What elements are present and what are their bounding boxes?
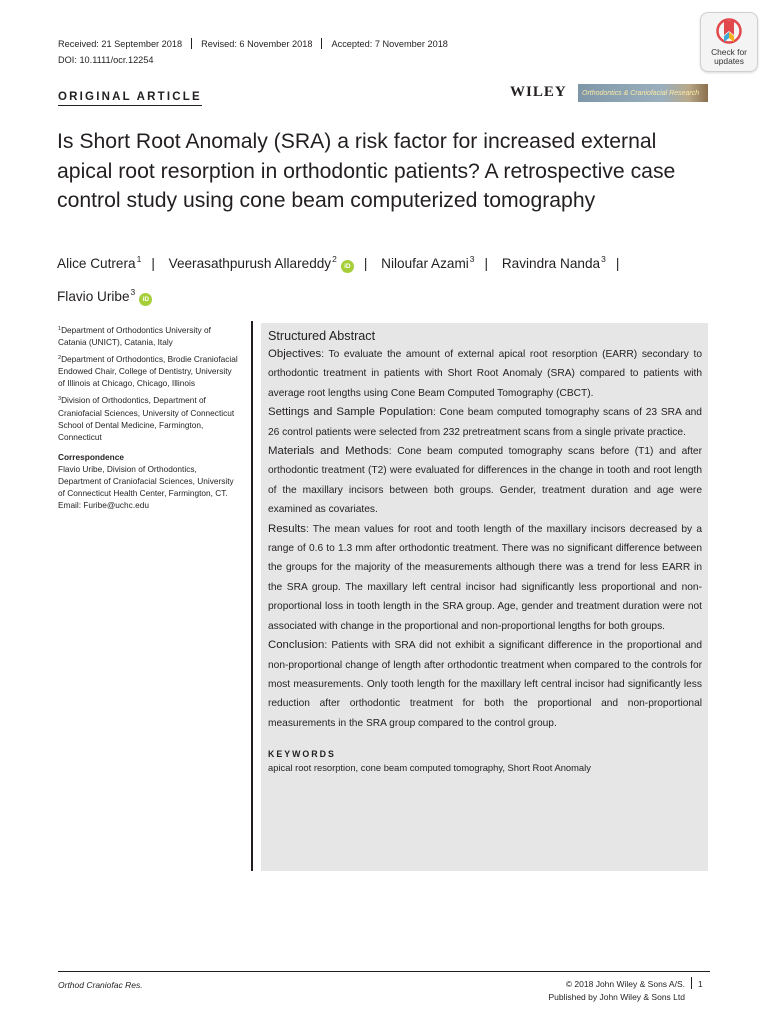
abstract-methods: Materials and Methods: Cone beam computed tomography scans before (T1) and after orthodontic treatment (T2) were evaluated for differences in the change in tooth and root length of the maxillary incisors between both groups. Gender, treatment duration and age were examined as covariates. xyxy=(268,445,702,516)
author[interactable]: Ravindra Nanda$^3$ xyxy=(501,254,606,271)
article-title: Is Short Root Anomaly (SRA) a risk factor for increased external apical root resorption in orthodontic patients? A retrospective case control study using cone beam computerized tomography xyxy=(57,130,676,212)
author[interactable]: Niloufar Azami$^3$ xyxy=(381,254,475,271)
footer-journal: Orthod Craniofac Res. xyxy=(58,980,143,990)
author-separator: | xyxy=(484,256,489,271)
correspondence-heading: Correspondence xyxy=(58,451,124,462)
abstract-objectives: Objectives: To evaluate the amount of external apical root resorption (EARR) secondary to orthodontic treatment in patients with Short Root Anomaly (SRA) compared to patients with average root lengths using Cone Beam Computed Tomography (CBCT). xyxy=(268,348,702,399)
author-separator: | xyxy=(363,256,368,271)
article-dates xyxy=(58,38,448,49)
abstract-conclusion: Conclusion: Patients with SRA did not exhibit a significant difference in the proportional and non-proportional change of length after orthodontic treatment when compared to the controls for most measurements. Only tooth length for the maxillary left central incisor had significantly less reduction after orthodontic treatment for both the proportional and non-proportional measurements in the SRA group compared to the control group. xyxy=(268,639,702,729)
abstract-box xyxy=(261,323,708,871)
affiliation: $^1$Department of Orthodontics University of Catania (UNICT), Catania, Italy xyxy=(58,325,211,348)
journal-banner xyxy=(578,84,708,102)
orcid-icon[interactable]: iD xyxy=(139,293,152,306)
doi[interactable]: DOI: 10.1111/ocr.12254 xyxy=(58,55,154,65)
affiliations xyxy=(58,323,240,511)
revised-date: Revised: 6 November 2018 xyxy=(201,38,313,49)
author[interactable]: Alice Cutrera$^1$ xyxy=(57,254,142,271)
received-date: Received: 21 September 2018 xyxy=(58,38,183,49)
abstract-heading: Structured Abstract xyxy=(268,329,376,343)
check-updates-label: Check for updates xyxy=(711,47,747,66)
footer-rule xyxy=(58,971,710,972)
correspondence-email[interactable]: Email: Furibe@uchc.edu xyxy=(58,500,149,511)
crossmark-icon xyxy=(716,18,742,46)
accepted-date: Accepted: 7 November 2018 xyxy=(331,38,448,49)
author-separator: | xyxy=(151,256,155,271)
footer-separator xyxy=(691,977,692,989)
affiliation: $^3$Division of Orthodontics, Department of Craniofacial Sciences, University of Connecticut School of Dental Medicine, Farmington, Connecticut xyxy=(58,395,235,442)
publisher-logo: WILEY xyxy=(510,84,567,100)
affiliation: $^2$Department of Orthodontics, Brodie Craniofacial Endowed Chair, College of Dentistry, University of Illinois at Chicago, Chicago, Illinois xyxy=(58,354,238,389)
journal-banner-text: Orthodontics & Craniofacial Research xyxy=(582,89,700,97)
page-number: 1 xyxy=(698,979,703,989)
article-type: ORIGINAL ARTICLE xyxy=(58,91,202,106)
check-for-updates-button[interactable] xyxy=(700,12,758,72)
keywords-heading: KEYWORDS xyxy=(268,749,336,760)
date-separator xyxy=(191,38,192,49)
date-separator xyxy=(321,38,322,49)
abstract-settings: Settings and Sample Population: Cone beam computed tomography scans of 23 SRA and 26 control patients were selected from 232 pretreatment scans from a single private practice. xyxy=(268,406,702,438)
orcid-icon[interactable]: iD xyxy=(341,260,354,273)
author-separator: | xyxy=(615,256,620,271)
author[interactable]: Flavio Uribe$^3$iD xyxy=(57,289,152,304)
abstract-results: Results: The mean values for root and tooth length of the maxillary incisors decreased by a range of 0.6 to 1.3 mm after orthodontic treatment. There was no significant difference between the groups for the majority of the measurements although there was a trend for less EARR in the SRA group. The maxillary left central incisor had significantly less proportional and non-proportional loss in tooth length in the SRA group. Age, gender and treatment duration were not associated with change in the proportional and non-proportional lengths for both groups. xyxy=(268,522,702,632)
column-divider xyxy=(251,321,253,871)
footer-copyright: © 2018 John Wiley & Sons A/S. Published by John Wiley & Sons Ltd xyxy=(548,979,685,1002)
author[interactable]: Veerasathpurush Allareddy$^2$iD xyxy=(169,256,354,271)
author-list xyxy=(57,245,717,311)
correspondence-text: Flavio Uribe, Division of Orthodontics, Department of Craniofacial Sciences, University of Connecticut Health Center, Farmington, CT. xyxy=(58,463,234,499)
keywords: apical root resorption, cone beam computed tomography, Short Root Anomaly xyxy=(268,762,591,774)
